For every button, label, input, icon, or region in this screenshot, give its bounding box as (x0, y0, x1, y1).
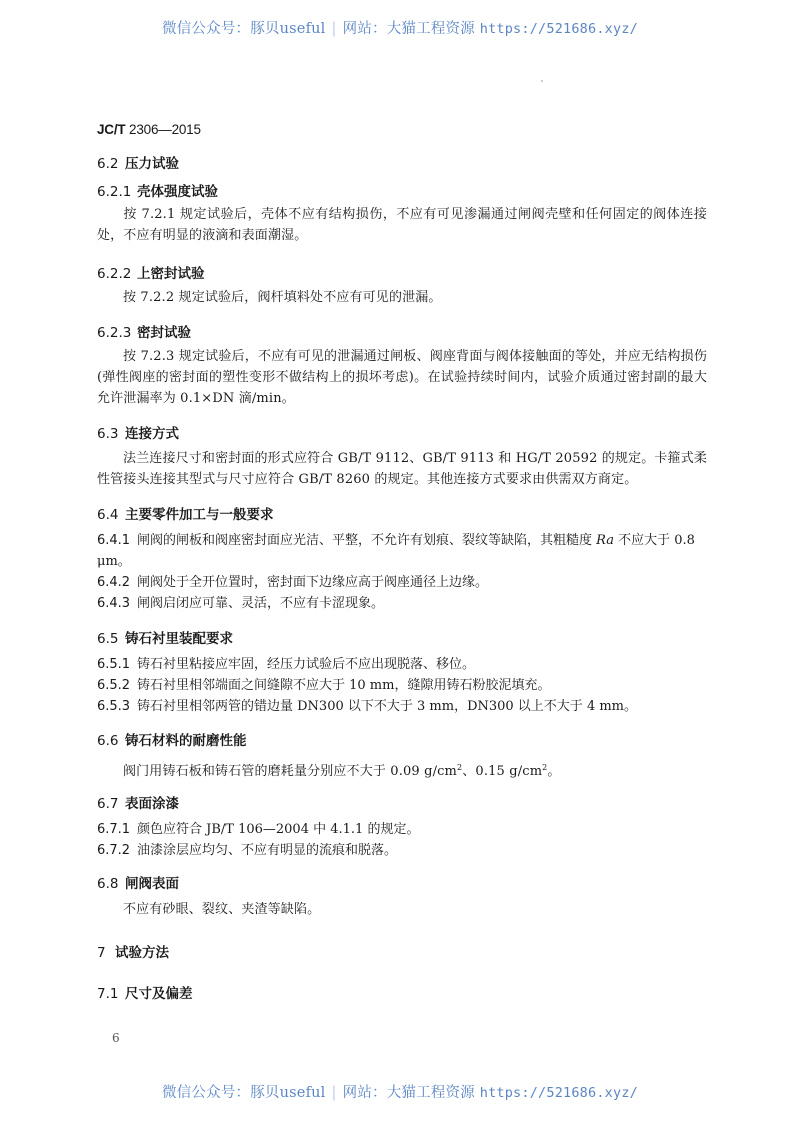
paragraph-6-2-3 (97, 346, 707, 409)
clause-6-4-1 (97, 530, 707, 572)
clause-text: 不应大于 0.8 μm。 (97, 533, 695, 569)
clause-6-5-3 (97, 696, 707, 717)
heading-number: 6.3 (97, 426, 119, 442)
heading-title: 铸石衬里装配要求 (125, 631, 233, 647)
clause-number: 6.5.3 (97, 699, 131, 714)
superscript: 2 (542, 763, 548, 772)
paragraph-text: 、0.15 g/cm (462, 764, 543, 779)
paragraph-6-8 (97, 899, 707, 920)
heading-title: 表面涂漆 (125, 796, 179, 812)
watermark-site: 网站：大猫工程资源 (342, 1085, 475, 1101)
paragraph-6-2-1 (97, 204, 707, 246)
paragraph-6-6 (97, 757, 707, 782)
standard-prefix: JC/T (97, 122, 126, 137)
watermark-wechat: 微信公众号：豚贝useful (162, 21, 326, 37)
heading-6-5 (97, 627, 233, 647)
heading-title: 连接方式 (125, 426, 179, 442)
heading-number: 7.1 (97, 986, 119, 1002)
heading-6-2 (97, 152, 179, 172)
heading-number: 6.8 (97, 876, 119, 892)
heading-number: 7 (97, 945, 106, 961)
clause-6-5-2 (97, 675, 707, 696)
heading-title: 试验方法 (115, 945, 169, 961)
heading-title: 铸石材料的耐磨性能 (125, 733, 247, 749)
heading-6-8 (97, 872, 179, 892)
heading-title: 尺寸及偏差 (125, 986, 193, 1002)
standard-number: 2306—2015 (129, 122, 201, 137)
clause-number: 6.4.2 (97, 575, 131, 590)
page-number: 6 (112, 1031, 120, 1045)
heading-number: 6.5 (97, 631, 119, 647)
clause-number: 6.4.1 (97, 533, 131, 548)
heading-number: 6.2.1 (97, 184, 132, 200)
clause-number: 6.4.3 (97, 596, 131, 611)
clause-text: 闸阀启闭应可靠、灵活，不应有卡涩现象。 (137, 596, 385, 611)
clause-text: 颜色应符合 JB/T 106—2004 中 4.1.1 的规定。 (137, 822, 420, 837)
clause-text: 油漆涂层应均匀、不应有明显的流痕和脱落。 (137, 843, 398, 858)
paragraph-text: 按 7.2.1 规定试验后，壳体不应有结构损伤，不应有可见渗漏通过闸阀壳壁和任何固定的阀体连接处，不应有明显的液滴和表面潮湿。 (97, 207, 707, 243)
clause-number: 6.5.1 (97, 657, 131, 672)
clause-6-4-2 (97, 572, 707, 593)
paragraph-6-3 (97, 448, 707, 490)
watermark-separator: | (331, 21, 337, 37)
heading-7-1 (97, 982, 193, 1002)
clause-text: 铸石衬里相邻两管的错边量 DN300 以下不大于 3 mm，DN300 以上不大于 4 mm。 (137, 699, 637, 714)
clause-text: 闸阀处于全开位置时，密封面下边缘应高于阀座通径上边缘。 (137, 575, 489, 590)
heading-number: 6.2.2 (97, 266, 132, 282)
watermark-url[interactable]: https://521686.xyz/ (479, 21, 638, 37)
watermark-separator: | (331, 1085, 337, 1101)
superscript: 2 (457, 763, 463, 772)
paragraph-text: 法兰连接尺寸和密封面的形式应符合 GB/T 9112、GB/T 9113 和 HG/T 20592 的规定。卡箍式柔性管接头连接其型式与尺寸应符合 GB/T 8260 的规定。其他连接方式要求由供需双方商定。 (97, 451, 707, 487)
clause-6-7-1 (97, 819, 707, 840)
heading-title: 主要零件加工与一般要求 (125, 507, 274, 523)
clause-text: 闸阀的闸板和阀座密封面应光洁、平整，不允许有划痕、裂纹等缺陷，其粗糙度 (137, 533, 597, 548)
heading-number: 6.2.3 (97, 325, 132, 341)
paragraph-6-2-2 (97, 287, 707, 308)
heading-6-2-3 (97, 321, 191, 341)
heading-number: 6.6 (97, 733, 119, 749)
heading-6-3 (97, 422, 179, 442)
clause-6-7-2 (97, 840, 707, 861)
heading-title: 闸阀表面 (125, 876, 179, 892)
standard-code (97, 122, 201, 137)
heading-6-7 (97, 792, 179, 812)
paragraph-text: 。 (547, 764, 561, 779)
clause-number: 6.5.2 (97, 678, 131, 693)
heading-title: 压力试验 (125, 156, 179, 172)
heading-title: 上密封试验 (137, 266, 205, 282)
clause-text: 铸石衬里粘接应牢固，经压力试验后不应出现脱落、移位。 (137, 657, 476, 672)
heading-6-4 (97, 503, 274, 523)
heading-title: 密封试验 (137, 325, 191, 341)
heading-7 (97, 941, 169, 961)
heading-number: 6.2 (97, 156, 119, 172)
watermark-url[interactable]: https://521686.xyz/ (479, 1085, 638, 1101)
watermark-wechat: 微信公众号：豚贝useful (162, 1085, 326, 1101)
clause-6-5-1 (97, 654, 707, 675)
roughness-symbol: Ra (596, 533, 614, 548)
heading-6-6 (97, 729, 247, 749)
watermark-bottom (0, 1081, 800, 1102)
paragraph-text: 按 7.2.3 规定试验后，不应有可见的泄漏通过闸板、阀座背面与阀体接触面的等处，并应无结构损伤(弹性阀座的密封面的塑性变形不做结构上的损坏考虑)。在试验持续时间内，试验介质通过密封副的最大允许泄漏率为 0.1×DN 滴/min。 (97, 349, 707, 406)
paragraph-text: 阀门用铸石板和铸石管的磨耗量分别应不大于 0.09 g/cm (123, 764, 458, 779)
heading-number: 6.4 (97, 507, 119, 523)
scan-speck (541, 80, 543, 82)
clause-text: 铸石衬里相邻端面之间缝隙不应大于 10 mm，缝隙用铸石粉胶泥填充。 (137, 678, 551, 693)
paragraph-text: 不应有砂眼、裂纹、夹渣等缺陷。 (123, 902, 321, 917)
watermark-site: 网站：大猫工程资源 (342, 21, 475, 37)
heading-number: 6.7 (97, 796, 119, 812)
heading-title: 壳体强度试验 (137, 184, 218, 200)
clause-number: 6.7.1 (97, 822, 131, 837)
clause-number: 6.7.2 (97, 843, 131, 858)
paragraph-text: 按 7.2.2 规定试验后，阀杆填料处不应有可见的泄漏。 (123, 290, 442, 305)
heading-6-2-1 (97, 180, 218, 200)
clause-6-4-3 (97, 593, 707, 614)
watermark-top (0, 17, 800, 38)
heading-6-2-2 (97, 262, 205, 282)
